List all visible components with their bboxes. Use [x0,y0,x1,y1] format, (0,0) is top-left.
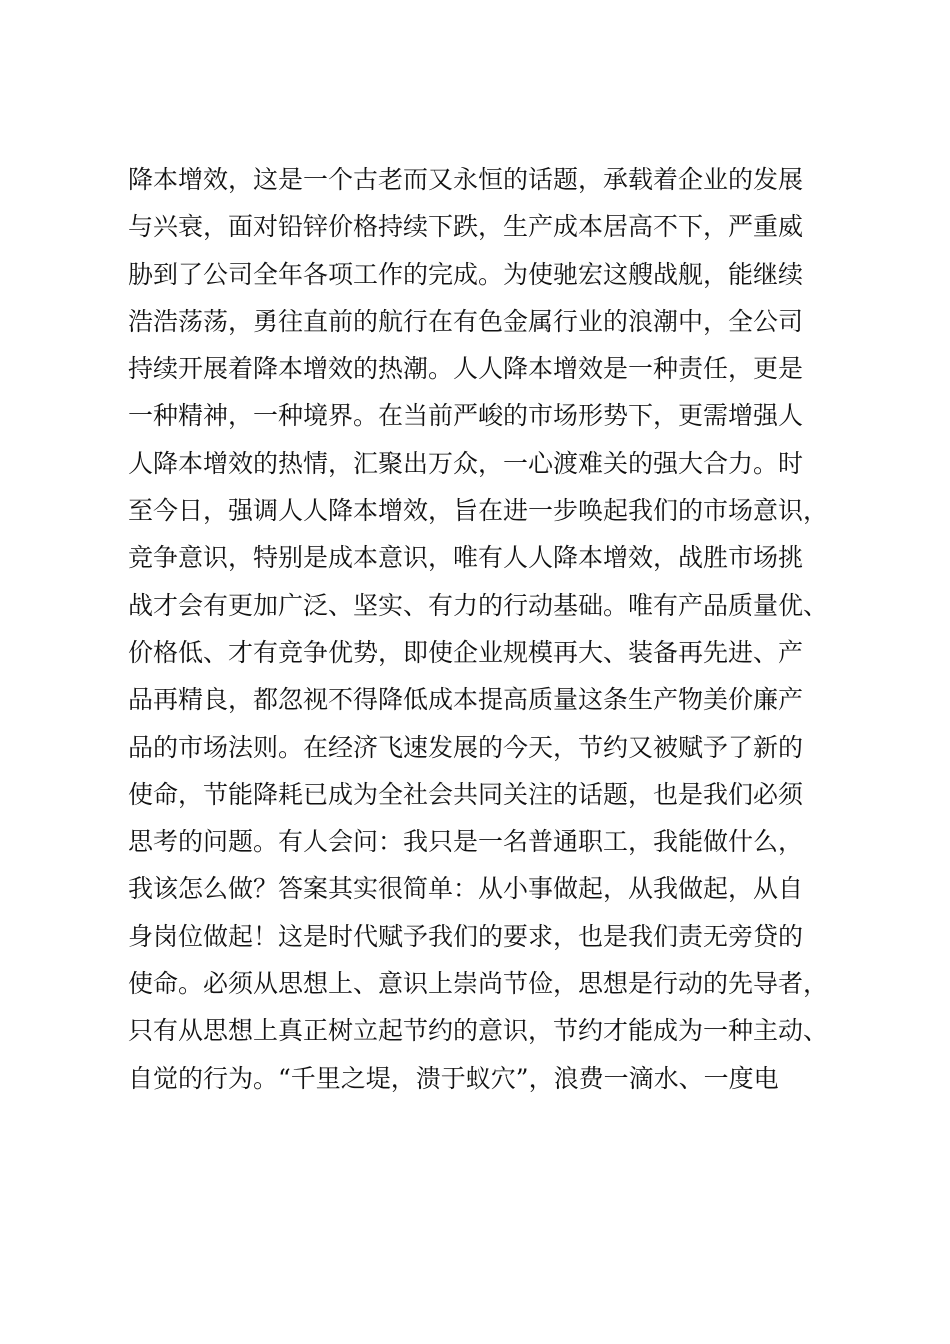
body-paragraph [128,156,888,1102]
text-line-6: 一种精神，一种境界。在当前严峻的市场形势下，更需增强人 [128,401,804,431]
text-line-16: 我该怎么做？答案其实很简单：从小事做起，从我做起，从自 [128,874,804,904]
text-line-8: 至今日，强调人人降本增效，旨在进一步唤起我们的市场意识， [128,496,829,526]
text-line-1: 降本增效，这是一个古老而又永恒的话题，承载着企业的发展 [128,165,804,194]
text-line-11: 价格低、才有竞争优势，即使企业规模再大、装备再先进、产 [128,637,804,667]
text-line-7: 人降本增效的热情，汇聚出万众，一心渡难关的强大合力。时 [128,448,804,478]
text-line-4: 浩浩荡荡，勇往直前的航行在有色金属行业的浪潮中，全公司 [128,306,804,336]
text-line-12: 品再精良，都忽视不得降低成本提高质量这条生产物美价廉产 [128,685,804,715]
text-line-9: 竞争意识，特别是成本意识，唯有人人降本增效，战胜市场挑 [128,543,804,573]
text-line-20: 自觉的行为。“千里之堤，溃于蚁穴”，浪费一滴水、一度电 [128,1063,779,1093]
text-line-18: 使命。必须从思想上、意识上崇尚节俭，思想是行动的先导者， [128,969,829,999]
text-line-14: 使命，节能降耗已成为全社会共同关注的话题，也是我们必须 [128,779,804,809]
text-line-10: 战才会有更加广泛、坚实、有力的行动基础。唯有产品质量优、 [128,590,829,620]
text-line-19: 只有从思想上真正树立起节约的意识，节约才能成为一种主动、 [128,1016,829,1046]
text-line-13: 品的市场法则。在经济飞速发展的今天，节约又被赋予了新的 [128,732,804,762]
text-line-17: 身岗位做起！这是时代赋予我们的要求，也是我们责无旁贷的 [128,921,804,951]
text-line-15: 思考的问题。有人会问：我只是一名普通职工，我能做什么， [128,827,804,857]
text-line-5: 持续开展着降本增效的热潮。人人降本增效是一种责任，更是 [128,354,804,384]
text-line-2: 与兴衰，面对铅锌价格持续下跌，生产成本居高不下，严重威 [128,212,804,242]
text-line-3: 胁到了公司全年各项工作的完成。为使驰宏这艘战舰，能继续 [128,259,804,289]
